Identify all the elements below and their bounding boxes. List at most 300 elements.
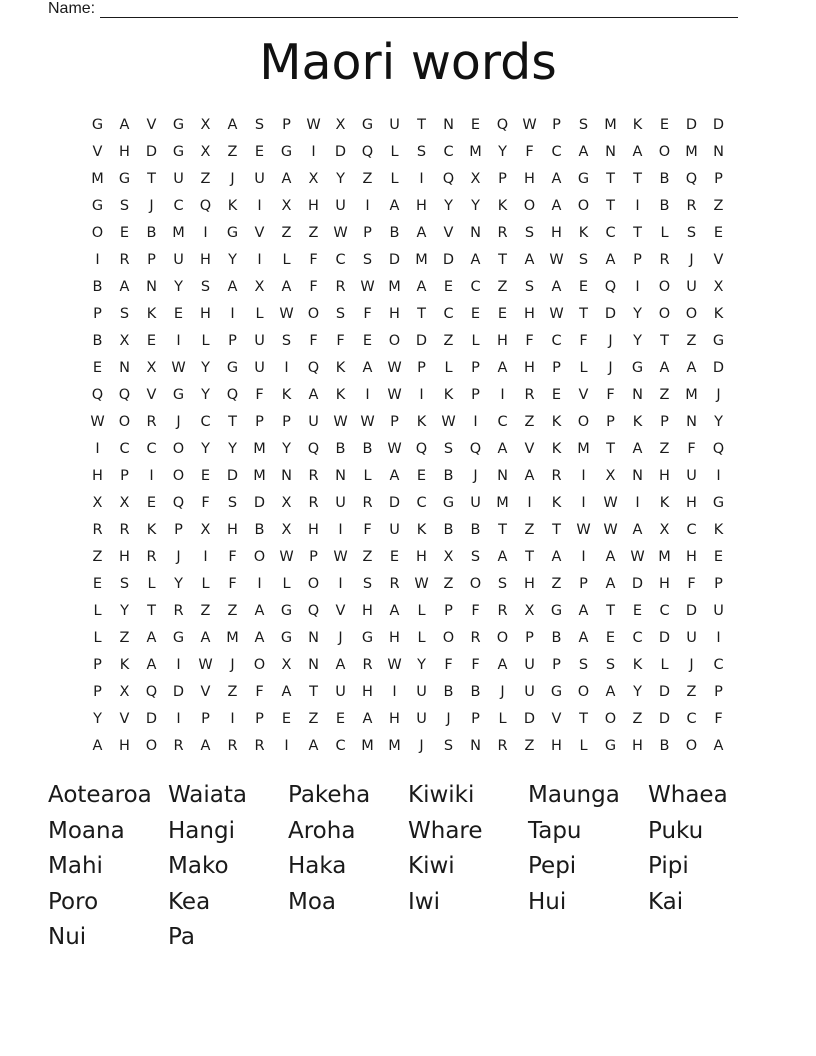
grid-letter[interactable]: Z <box>659 440 670 457</box>
grid-letter[interactable]: I <box>257 575 262 592</box>
grid-letter[interactable]: L <box>471 332 480 349</box>
grid-letter[interactable]: A <box>551 278 562 295</box>
grid-letter[interactable]: G <box>712 494 725 511</box>
grid-letter[interactable]: H <box>119 548 130 565</box>
grid-letter[interactable]: H <box>659 467 670 484</box>
grid-letter[interactable]: J <box>608 332 613 349</box>
grid-letter[interactable]: B <box>362 440 373 457</box>
letter-grid[interactable] <box>84 111 732 759</box>
grid-letter[interactable]: R <box>146 413 157 430</box>
grid-letter[interactable]: U <box>416 710 427 727</box>
grid-letter[interactable]: F <box>255 683 264 700</box>
grid-letter[interactable]: E <box>632 602 643 619</box>
grid-letter[interactable]: B <box>335 440 346 457</box>
grid-letter[interactable]: Q <box>199 197 212 214</box>
grid-letter[interactable]: E <box>551 386 562 403</box>
grid-letter[interactable]: U <box>173 170 184 187</box>
grid-letter[interactable]: Q <box>415 440 428 457</box>
grid-letter[interactable]: A <box>659 359 670 376</box>
grid-letter[interactable]: S <box>119 305 130 322</box>
grid-letter[interactable]: P <box>255 413 264 430</box>
grid-letter[interactable]: X <box>443 548 454 565</box>
grid-letter[interactable]: Z <box>551 575 562 592</box>
grid-letter[interactable]: P <box>471 386 480 403</box>
grid-letter[interactable]: A <box>551 170 562 187</box>
grid-letter[interactable]: Z <box>524 413 535 430</box>
grid-letter[interactable]: Y <box>633 332 642 349</box>
grid-letter[interactable]: P <box>633 251 642 268</box>
grid-letter[interactable]: J <box>689 251 694 268</box>
grid-letter[interactable]: Y <box>120 602 129 619</box>
grid-letter[interactable]: Y <box>201 359 210 376</box>
grid-letter[interactable]: G <box>172 386 185 403</box>
grid-letter[interactable]: P <box>390 413 399 430</box>
grid-letter[interactable]: I <box>149 467 154 484</box>
grid-letter[interactable]: F <box>471 602 480 619</box>
grid-letter[interactable]: Q <box>442 170 455 187</box>
grid-letter[interactable]: U <box>713 602 724 619</box>
grid-letter[interactable]: A <box>632 440 643 457</box>
grid-letter[interactable]: K <box>551 494 562 511</box>
grid-letter[interactable]: P <box>714 683 723 700</box>
grid-letter[interactable]: O <box>469 575 482 592</box>
grid-letter[interactable]: W <box>198 656 213 673</box>
grid-letter[interactable]: U <box>254 332 265 349</box>
grid-letter[interactable]: X <box>281 197 292 214</box>
grid-letter[interactable]: U <box>524 656 535 673</box>
grid-letter[interactable]: H <box>362 683 373 700</box>
grid-letter[interactable]: A <box>713 737 724 754</box>
grid-letter[interactable]: M <box>388 737 401 754</box>
grid-letter[interactable]: Z <box>632 710 643 727</box>
grid-letter[interactable]: B <box>659 737 670 754</box>
grid-letter[interactable]: G <box>226 359 239 376</box>
grid-letter[interactable]: W <box>549 251 564 268</box>
grid-letter[interactable]: P <box>552 656 561 673</box>
grid-letter[interactable]: C <box>605 224 616 241</box>
grid-letter[interactable]: M <box>658 548 671 565</box>
grid-letter[interactable]: N <box>497 467 508 484</box>
grid-letter[interactable]: O <box>118 413 131 430</box>
grid-letter[interactable]: I <box>635 278 640 295</box>
grid-letter[interactable]: S <box>416 143 427 160</box>
name-field[interactable] <box>48 0 738 18</box>
grid-letter[interactable]: Q <box>496 116 509 133</box>
grid-letter[interactable]: S <box>443 737 454 754</box>
grid-letter[interactable]: N <box>632 467 643 484</box>
grid-letter[interactable]: P <box>93 305 102 322</box>
grid-letter[interactable]: I <box>500 386 505 403</box>
grid-letter[interactable]: E <box>578 278 589 295</box>
grid-letter[interactable]: T <box>606 197 615 214</box>
grid-letter[interactable]: A <box>254 629 265 646</box>
grid-letter[interactable]: A <box>281 278 292 295</box>
grid-letter[interactable]: E <box>362 332 373 349</box>
grid-letter[interactable]: H <box>551 224 562 241</box>
grid-letter[interactable]: I <box>581 494 586 511</box>
grid-letter[interactable]: F <box>687 575 696 592</box>
grid-letter[interactable]: S <box>578 656 589 673</box>
grid-letter[interactable]: O <box>172 440 185 457</box>
grid-letter[interactable]: N <box>605 143 616 160</box>
grid-letter[interactable]: V <box>551 710 562 727</box>
grid-letter[interactable]: L <box>417 602 426 619</box>
grid-letter[interactable]: B <box>659 170 670 187</box>
grid-letter[interactable]: M <box>361 737 374 754</box>
grid-letter[interactable]: G <box>550 602 563 619</box>
grid-letter[interactable]: W <box>522 116 537 133</box>
grid-letter[interactable]: X <box>200 521 211 538</box>
grid-letter[interactable]: C <box>443 143 454 160</box>
grid-letter[interactable]: O <box>442 629 455 646</box>
grid-letter[interactable]: F <box>255 386 264 403</box>
grid-letter[interactable]: A <box>605 683 616 700</box>
grid-letter[interactable]: Z <box>227 602 238 619</box>
grid-letter[interactable]: T <box>579 710 588 727</box>
grid-letter[interactable]: Y <box>174 575 183 592</box>
grid-letter[interactable]: P <box>93 683 102 700</box>
grid-letter[interactable]: U <box>389 521 400 538</box>
grid-letter[interactable]: U <box>470 494 481 511</box>
grid-letter[interactable]: P <box>93 656 102 673</box>
grid-letter[interactable]: K <box>497 197 508 214</box>
grid-letter[interactable]: K <box>227 197 238 214</box>
grid-letter[interactable]: H <box>686 548 697 565</box>
grid-letter[interactable]: C <box>200 413 211 430</box>
grid-letter[interactable]: L <box>201 575 210 592</box>
grid-letter[interactable]: I <box>230 710 235 727</box>
grid-letter[interactable]: C <box>551 143 562 160</box>
grid-letter[interactable]: C <box>551 332 562 349</box>
grid-letter[interactable]: X <box>119 494 130 511</box>
grid-letter[interactable]: I <box>365 386 370 403</box>
grid-letter[interactable]: W <box>603 521 618 538</box>
grid-letter[interactable]: W <box>279 305 294 322</box>
grid-letter[interactable]: J <box>473 467 478 484</box>
grid-letter[interactable]: M <box>685 386 698 403</box>
grid-letter[interactable]: V <box>443 224 454 241</box>
grid-letter[interactable]: Z <box>227 683 238 700</box>
grid-letter[interactable]: P <box>471 359 480 376</box>
grid-letter[interactable]: I <box>527 494 532 511</box>
grid-letter[interactable]: S <box>578 116 589 133</box>
grid-letter[interactable]: K <box>713 521 724 538</box>
grid-letter[interactable]: R <box>551 467 562 484</box>
grid-letter[interactable]: N <box>146 278 157 295</box>
grid-letter[interactable]: F <box>471 656 480 673</box>
grid-letter[interactable]: I <box>581 548 586 565</box>
grid-letter[interactable]: Y <box>201 386 210 403</box>
grid-letter[interactable]: R <box>119 521 130 538</box>
grid-letter[interactable]: Z <box>497 278 508 295</box>
grid-letter[interactable]: S <box>335 305 346 322</box>
grid-letter[interactable]: L <box>417 629 426 646</box>
grid-letter[interactable]: E <box>146 494 157 511</box>
grid-letter[interactable]: E <box>200 467 211 484</box>
grid-letter[interactable]: X <box>605 467 616 484</box>
grid-letter[interactable]: Q <box>172 494 185 511</box>
grid-letter[interactable]: P <box>444 602 453 619</box>
grid-letter[interactable]: A <box>605 251 616 268</box>
grid-letter[interactable]: X <box>470 170 481 187</box>
grid-letter[interactable]: G <box>577 170 590 187</box>
grid-letter[interactable]: O <box>172 467 185 484</box>
grid-letter[interactable]: H <box>497 332 508 349</box>
grid-letter[interactable]: Z <box>659 386 670 403</box>
grid-letter[interactable]: S <box>119 197 130 214</box>
grid-letter[interactable]: I <box>716 629 721 646</box>
grid-letter[interactable]: L <box>579 737 588 754</box>
grid-letter[interactable]: B <box>389 224 400 241</box>
grid-letter[interactable]: H <box>686 494 697 511</box>
grid-letter[interactable]: I <box>176 710 181 727</box>
grid-letter[interactable]: Z <box>686 332 697 349</box>
grid-letter[interactable]: I <box>419 386 424 403</box>
grid-letter[interactable]: H <box>524 575 535 592</box>
grid-letter[interactable]: L <box>390 143 399 160</box>
grid-letter[interactable]: C <box>335 251 346 268</box>
grid-letter[interactable]: N <box>308 656 319 673</box>
grid-letter[interactable]: H <box>659 575 670 592</box>
grid-letter[interactable]: G <box>280 629 293 646</box>
grid-letter[interactable]: I <box>176 656 181 673</box>
grid-letter[interactable]: V <box>200 683 211 700</box>
grid-letter[interactable]: V <box>254 224 265 241</box>
grid-letter[interactable]: P <box>525 629 534 646</box>
grid-letter[interactable]: U <box>254 359 265 376</box>
grid-letter[interactable]: V <box>335 602 346 619</box>
grid-letter[interactable]: J <box>149 197 154 214</box>
grid-letter[interactable]: Z <box>227 143 238 160</box>
grid-letter[interactable]: I <box>392 683 397 700</box>
grid-letter[interactable]: W <box>387 440 402 457</box>
grid-letter[interactable]: G <box>172 116 185 133</box>
grid-letter[interactable]: L <box>579 359 588 376</box>
grid-letter[interactable]: K <box>281 386 292 403</box>
grid-letter[interactable]: D <box>145 143 158 160</box>
grid-letter[interactable]: I <box>203 548 208 565</box>
grid-letter[interactable]: A <box>335 656 346 673</box>
grid-letter[interactable]: O <box>577 683 590 700</box>
grid-letter[interactable]: U <box>686 278 697 295</box>
grid-letter[interactable]: G <box>280 602 293 619</box>
grid-letter[interactable]: K <box>632 413 643 430</box>
grid-letter[interactable]: T <box>606 602 615 619</box>
grid-letter[interactable]: F <box>606 386 615 403</box>
grid-letter[interactable]: A <box>227 116 238 133</box>
grid-letter[interactable]: I <box>581 467 586 484</box>
grid-letter[interactable]: B <box>470 521 481 538</box>
grid-letter[interactable]: X <box>335 116 346 133</box>
grid-letter[interactable]: A <box>524 467 535 484</box>
grid-letter[interactable]: Y <box>471 197 480 214</box>
grid-letter[interactable]: W <box>306 116 321 133</box>
grid-letter[interactable]: N <box>686 413 697 430</box>
grid-letter[interactable]: D <box>388 251 401 268</box>
grid-letter[interactable]: H <box>524 359 535 376</box>
grid-letter[interactable]: D <box>685 602 698 619</box>
grid-letter[interactable]: M <box>685 143 698 160</box>
grid-letter[interactable]: R <box>497 737 508 754</box>
grid-letter[interactable]: W <box>333 548 348 565</box>
grid-letter[interactable]: U <box>416 683 427 700</box>
grid-letter[interactable]: A <box>497 359 508 376</box>
grid-letter[interactable]: Q <box>307 602 320 619</box>
grid-letter[interactable]: G <box>91 197 104 214</box>
grid-letter[interactable]: Z <box>92 548 103 565</box>
grid-letter[interactable]: Q <box>307 440 320 457</box>
grid-letter[interactable]: M <box>496 494 509 511</box>
grid-letter[interactable]: K <box>146 521 157 538</box>
grid-letter[interactable]: W <box>333 413 348 430</box>
grid-letter[interactable]: I <box>95 440 100 457</box>
grid-letter[interactable]: X <box>119 683 130 700</box>
grid-letter[interactable]: C <box>443 305 454 322</box>
grid-letter[interactable]: K <box>416 413 427 430</box>
grid-letter[interactable]: L <box>93 629 102 646</box>
grid-letter[interactable]: F <box>336 332 345 349</box>
grid-letter[interactable]: U <box>524 683 535 700</box>
grid-letter[interactable]: E <box>92 359 103 376</box>
grid-letter[interactable]: W <box>387 359 402 376</box>
grid-letter[interactable]: T <box>660 332 669 349</box>
grid-letter[interactable]: R <box>119 251 130 268</box>
grid-letter[interactable]: T <box>552 521 561 538</box>
grid-letter[interactable]: F <box>363 305 372 322</box>
grid-letter[interactable]: Z <box>362 548 373 565</box>
grid-letter[interactable]: R <box>470 629 481 646</box>
grid-letter[interactable]: L <box>660 656 669 673</box>
grid-letter[interactable]: N <box>281 467 292 484</box>
grid-letter[interactable]: P <box>606 413 615 430</box>
grid-letter[interactable]: F <box>309 332 318 349</box>
grid-letter[interactable]: E <box>146 332 157 349</box>
grid-letter[interactable]: G <box>712 332 725 349</box>
grid-letter[interactable]: B <box>470 683 481 700</box>
grid-letter[interactable]: X <box>200 116 211 133</box>
grid-letter[interactable]: M <box>253 467 266 484</box>
grid-letter[interactable]: I <box>473 413 478 430</box>
grid-letter[interactable]: A <box>146 629 157 646</box>
grid-letter[interactable]: A <box>389 197 400 214</box>
grid-letter[interactable]: R <box>308 494 319 511</box>
grid-letter[interactable]: K <box>146 305 157 322</box>
grid-letter[interactable]: M <box>172 224 185 241</box>
grid-letter[interactable]: Q <box>145 683 158 700</box>
grid-letter[interactable]: S <box>254 116 265 133</box>
grid-letter[interactable]: A <box>605 575 616 592</box>
grid-letter[interactable]: A <box>551 548 562 565</box>
grid-letter[interactable]: P <box>714 170 723 187</box>
grid-letter[interactable]: A <box>362 359 373 376</box>
grid-letter[interactable]: T <box>498 251 507 268</box>
grid-letter[interactable]: S <box>362 575 373 592</box>
grid-letter[interactable]: G <box>91 116 104 133</box>
grid-letter[interactable]: Z <box>308 710 319 727</box>
grid-letter[interactable]: X <box>281 521 292 538</box>
grid-letter[interactable]: G <box>280 143 293 160</box>
grid-letter[interactable]: B <box>146 224 157 241</box>
grid-letter[interactable]: F <box>363 521 372 538</box>
grid-letter[interactable]: I <box>338 521 343 538</box>
grid-letter[interactable]: N <box>335 467 346 484</box>
grid-letter[interactable]: W <box>414 575 429 592</box>
grid-letter[interactable]: A <box>416 224 427 241</box>
grid-letter[interactable]: I <box>284 737 289 754</box>
grid-letter[interactable]: S <box>227 494 238 511</box>
grid-letter[interactable]: N <box>632 386 643 403</box>
grid-letter[interactable]: H <box>119 737 130 754</box>
grid-letter[interactable]: H <box>389 629 400 646</box>
grid-letter[interactable]: M <box>226 629 239 646</box>
grid-letter[interactable]: H <box>524 305 535 322</box>
grid-letter[interactable]: W <box>360 413 375 430</box>
grid-letter[interactable]: B <box>92 278 103 295</box>
grid-letter[interactable]: C <box>659 602 670 619</box>
grid-letter[interactable]: S <box>524 278 535 295</box>
grid-letter[interactable]: D <box>253 494 266 511</box>
grid-letter[interactable]: Q <box>712 440 725 457</box>
grid-letter[interactable]: E <box>713 224 724 241</box>
grid-letter[interactable]: X <box>713 278 724 295</box>
grid-letter[interactable]: R <box>686 197 697 214</box>
grid-letter[interactable]: R <box>173 737 184 754</box>
grid-letter[interactable]: R <box>362 494 373 511</box>
grid-letter[interactable]: U <box>335 494 346 511</box>
grid-letter[interactable]: A <box>308 386 319 403</box>
grid-letter[interactable]: T <box>309 683 318 700</box>
grid-letter[interactable]: D <box>415 332 428 349</box>
grid-letter[interactable]: Q <box>685 170 698 187</box>
grid-letter[interactable]: E <box>173 305 184 322</box>
grid-letter[interactable]: H <box>524 170 535 187</box>
grid-letter[interactable]: Y <box>282 440 291 457</box>
grid-letter[interactable]: R <box>335 278 346 295</box>
grid-letter[interactable]: C <box>416 494 427 511</box>
grid-letter[interactable]: W <box>576 521 591 538</box>
grid-letter[interactable]: Q <box>118 386 131 403</box>
grid-letter[interactable]: O <box>496 629 509 646</box>
grid-letter[interactable]: U <box>254 170 265 187</box>
grid-letter[interactable]: R <box>362 656 373 673</box>
grid-letter[interactable]: R <box>227 737 238 754</box>
grid-letter[interactable]: Z <box>713 197 724 214</box>
grid-letter[interactable]: I <box>338 575 343 592</box>
grid-letter[interactable]: K <box>119 656 130 673</box>
grid-letter[interactable]: V <box>146 116 157 133</box>
grid-letter[interactable]: B <box>92 332 103 349</box>
grid-letter[interactable]: E <box>119 224 130 241</box>
grid-letter[interactable]: A <box>497 440 508 457</box>
grid-letter[interactable]: S <box>470 548 481 565</box>
grid-letter[interactable]: A <box>470 251 481 268</box>
grid-letter[interactable]: P <box>363 224 372 241</box>
grid-letter[interactable]: O <box>91 224 104 241</box>
grid-letter[interactable]: W <box>549 305 564 322</box>
grid-letter[interactable]: Z <box>686 683 697 700</box>
grid-letter[interactable]: R <box>524 386 535 403</box>
grid-letter[interactable]: A <box>281 170 292 187</box>
grid-letter[interactable]: T <box>417 305 426 322</box>
grid-letter[interactable]: I <box>365 197 370 214</box>
grid-letter[interactable]: G <box>118 170 131 187</box>
grid-letter[interactable]: S <box>281 332 292 349</box>
grid-letter[interactable]: D <box>604 305 617 322</box>
grid-letter[interactable]: E <box>389 548 400 565</box>
grid-letter[interactable]: A <box>497 656 508 673</box>
grid-letter[interactable]: S <box>443 440 454 457</box>
grid-letter[interactable]: O <box>604 710 617 727</box>
